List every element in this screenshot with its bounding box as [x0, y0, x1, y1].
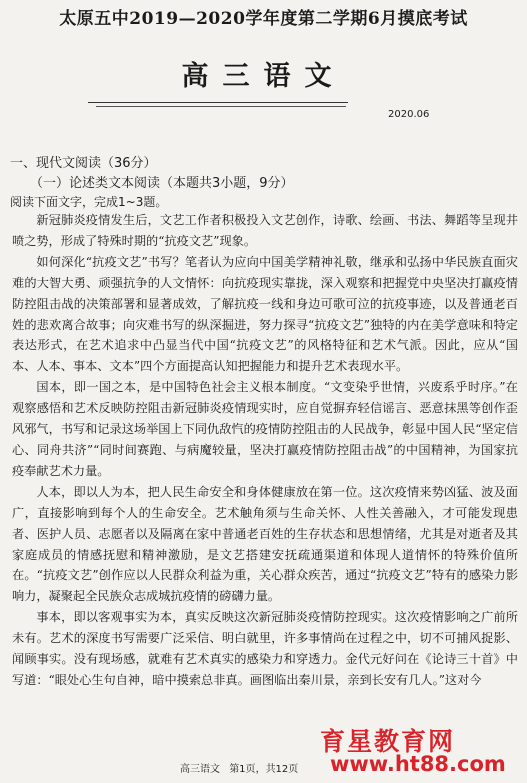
footer-separator: ， [255, 764, 266, 775]
page-footer [180, 760, 298, 775]
reading-instructions: 阅读下面文字，完成1~3题。 [10, 195, 168, 209]
passage-body [12, 210, 518, 691]
paragraph: 新冠肺炎疫情发生后，文艺工作者积极投入文艺创作，诗歌、绘画、书法、舞蹈等呈现井喷之势，形成了特殊时期的“抗疫文艺”现象。 [12, 213, 518, 248]
footer-page: 第1页 [229, 764, 256, 775]
section-heading: 一、现代文阅读（36分） [10, 156, 157, 171]
subject-title: 高三语文 [181, 61, 346, 92]
watermark-url: www.ht88.com [330, 752, 506, 776]
divider-line [88, 102, 348, 103]
watermark-logo: 育星教育网 [318, 722, 457, 758]
paragraph: 国本，即一国之本，是中国特色社会主义根本制度。“文变染乎世情，兴废系乎时序。”在观察感悟和艺术反映防控阻击新冠肺炎疫情现实时，应自觉摒弃轻信谣言、恶意抹黑等创作歪风邪气，书写和记录这场举国上下同仇敌忾的疫情防控阻击的人民战争，彰显中国人民“坚定信心、同舟共济”“同时间赛跑、与病魔较量，坚决打赢疫情防控阻击战”的中国精神，为国家抗疫奉献艺术力量。 [12, 380, 518, 478]
exam-title: 太原五中2019—2020学年度第二学期6月摸底考试 [59, 9, 468, 29]
footer-total: 共12页 [265, 764, 299, 775]
divider-line-secondary [96, 106, 346, 107]
subsection-heading: （一）论述类文本阅读（本题共3小题，9分） [30, 176, 294, 191]
paragraph: 如何深化“抗疫文艺”书写？笔者认为应向中国美学精神礼敬，继承和弘扬中华民族直面灾难的大智大勇、顽强抗争的人文情怀：向抗疫现实靠拢，深入观察和把握党中央坚决打赢疫情防控阻击战的决策部署和显著成效，了解抗疫一线和身边可歌可泣的抗疫事迹，以及普通老百姓的悲欢离合故事；向灾难书写的纵深掘进，努力探寻“抗疫文艺”独特的内在美学意味和特定表达形式，在艺术追求中凸显当代中国“抗疫文艺”的风格特征和艺术气派。因此，应从“国本、人本、事本、文本”四个方面提高认知把握能力和提升艺术表现水平。 [12, 254, 518, 374]
exam-date: 2020.06 [388, 109, 430, 120]
footer-subject: 高三语文 [180, 764, 220, 775]
paragraph: 事本，即以客观事实为本，真实反映这次新冠肺炎疫情防控现实。这次疫情影响之广前所未有。艺术的深度书写需要广泛采信、明白就里，许多事情尚在过程之中，切不可捕风捉影、闻顾事实。没有现场感，就难有艺术真实的感染力和穿透力。金代元好问在《论诗三十首》中写道：“眼处心生句自神，暗中摸索总非真。画图临出秦川景，亲到长安有几人。”这对今 [12, 610, 518, 687]
paragraph: 人本，即以人为本，把人民生命安全和身体健康放在第一位。这次疫情来势凶猛、波及面广，直接影响到每个人的生命安全。艺术触角须与生命关怀、人性关善融入，才可能发现患者、医护人员、志愿者以及隔离在家中普通老百姓的生存状态和思想情绪，尤其是对逝者及其家庭成员的情感抚慰和精神激励，是文艺搭建安抚疏通渠道和体现人道情怀的特殊价值所在。“抗疫文艺”创作应以人民群众利益为重，关心群众疾苦，通过“抗疫文艺”特有的感染力影响力，凝聚起全民族众志成城抗疫情的磅礴力量。 [12, 484, 518, 604]
